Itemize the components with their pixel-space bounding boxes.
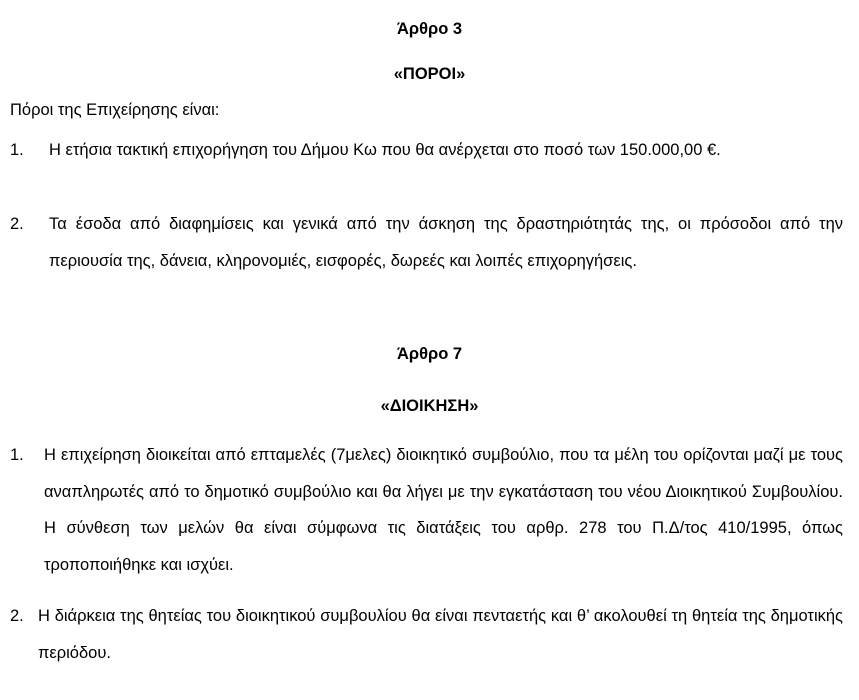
list-item-number: 2.: [10, 215, 24, 233]
list-item-text: Η ετήσια τακτική επιχορήγηση του Δήμου Κω που θα ανέρχεται στο ποσό των 150.000,00 €.: [49, 141, 721, 159]
article-7-heading: Άρθρο 7: [396, 345, 463, 363]
list-item-text: Η διάρκεια της θητείας του διοικητικού συμβουλίου θα είναι πενταετής και θ’ ακολουθεί τη θητεία της δημοτικής περιόδου.: [38, 607, 843, 662]
list-item: [10, 598, 843, 678]
list-item: [10, 132, 843, 206]
list-item: [10, 206, 843, 316]
list-item-number: 1.: [10, 446, 24, 464]
article-3-intro: Πόροι της Επιχείρησης είναι:: [10, 101, 220, 119]
article-3-subheading: «ΠΟΡΟΙ»: [393, 65, 466, 83]
list-item-number: 2.: [10, 607, 24, 625]
list-item-text: Τα έσοδα από διαφημίσεις και γενικά από την άσκηση της δραστηριότητάς της, οι πρόσοδοι από την περιουσία της, δάνεια, κληρονομιές, εισφορές, δωρεές και λοιπές επιχορηγήσεις.: [49, 215, 843, 270]
list-item: [10, 437, 843, 587]
list-item-text: Η επιχείρηση διοικείται από επταμελές (7μελες) διοικητικό συμβούλιο, που τα μέλη του ορίζονται μαζί με τους αναπληρωτές από το δημοτικό συμβούλιο και θα λήγει με την εγκατάσταση του νέου Διοικητικού Συμβουλίου. Η σύνθεση των μελών θα είναι σύμφωνα τις διατάξεις του αρθρ. 278 του Π.Δ/τος 410/1995, όπως τροποποιήθηκε και ισχύει.: [44, 446, 843, 574]
article-7-subheading: «ΔΙΟΙΚΗΣΗ»: [380, 397, 479, 415]
article-3-heading: Άρθρο 3: [396, 20, 463, 38]
list-item-number: 1.: [10, 141, 24, 159]
